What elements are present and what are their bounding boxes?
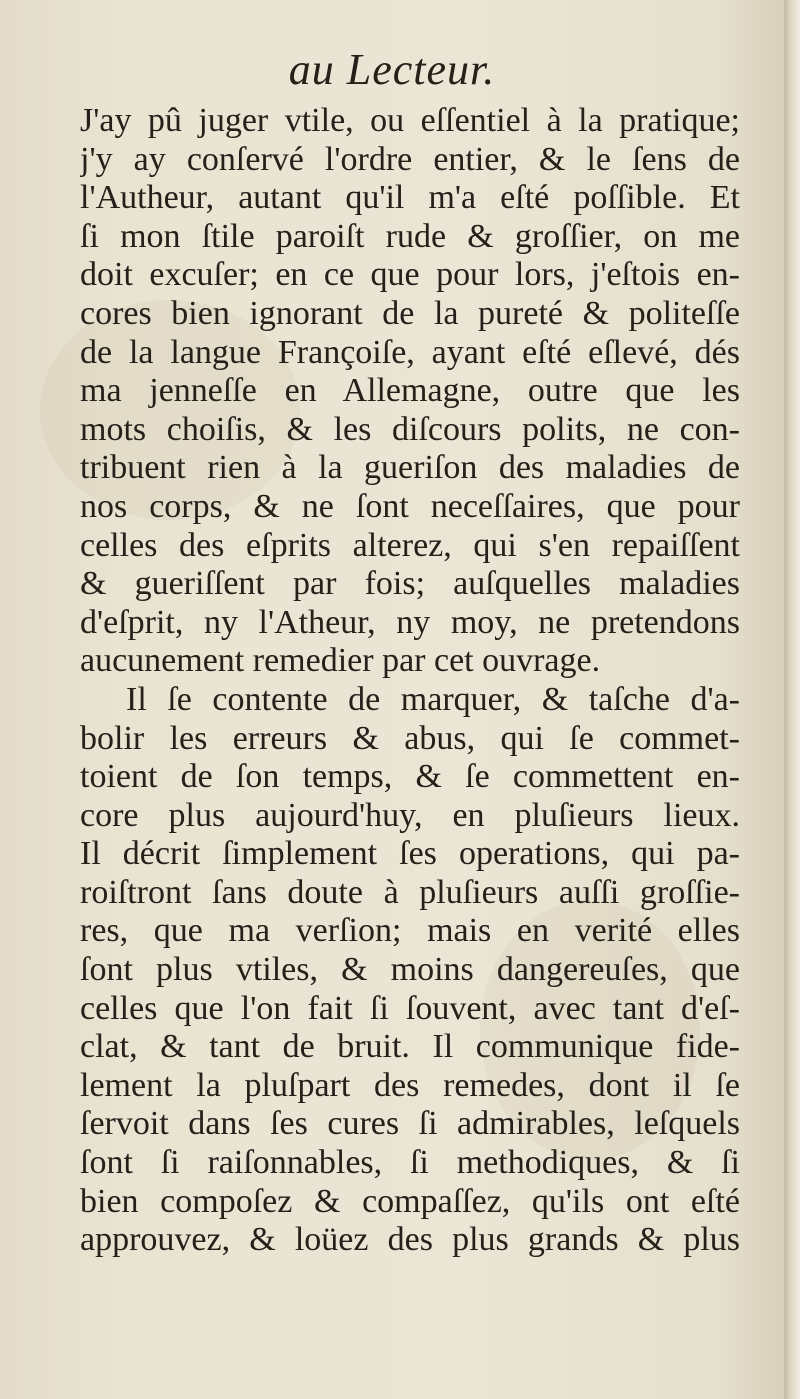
text-line: d'eſprit, ny l'Atheur, ny moy, ne pretendons [80,603,740,641]
text-line: de la langue Françoiſe, ayant eſté eſlevé, dés [80,333,740,371]
text-line: roiſtront ſans doute à pluſieurs auſſi groſſie- [80,873,740,911]
text-line: J'ay pû juger vtile, ou eſſentiel à la pratique; [80,102,740,139]
text-line: bolir les erreurs & abus, qui ſe commet- [80,719,740,757]
text-line: & gueriſſent par fois; auſquelles maladies [80,565,740,603]
text-line: approuvez, & loüez des plus grands & plus [80,1221,740,1259]
text-line: nos corps, & ne ſont neceſſaires, que pour [80,487,740,525]
text-line: lement la pluſpart des remedes, dont il ſe [80,1066,740,1104]
text-line: toient de ſon temps, & ſe commettent en- [80,758,740,796]
text-line: celles des eſprits alterez, qui s'en repaiſſent [80,526,740,564]
text-line: core plus aujourd'huy, en pluſieurs lieux. [80,796,740,834]
text-line: tribuent rien à la gueriſon des maladies de [80,449,740,487]
page-edge [784,0,800,1399]
text-line: l'Autheur, autant qu'il m'a eſté poſſible. Et [80,179,740,217]
paragraph-2 [80,681,740,1260]
running-head: au Lecteur. [288,45,496,94]
body-text [80,102,740,1260]
text-line: ſont plus vtiles, & moins dangereuſes, que [80,951,740,989]
text-line: ſont ſi raiſonnables, ſi methodiques, & ſi [80,1144,740,1182]
text-line: res, que ma verſion; mais en verité elles [80,912,740,950]
text-line: mots choiſis, & les diſcours polits, ne con- [80,410,740,448]
text-line: ma jenneſſe en Allemagne, outre que les [80,372,740,410]
paragraph-1 [80,102,740,681]
text-line: ſervoit dans ſes cures ſi admirables, leſquels [80,1105,740,1143]
text-line: bien compoſez & compaſſez, qu'ils ont eſté [80,1182,740,1220]
text-line: Il ſe contente de marquer, & taſche d'a- [126,680,740,718]
text-line: cores bien ignorant de la pureté & politeſſe [80,294,740,332]
text-line: Il décrit ſimplement ſes operations, qui pa- [80,835,740,873]
text-line: clat, & tant de bruit. Il communique fide- [80,1028,740,1066]
text-line: celles que l'on fait ſi ſouvent, avec tant d'eſ- [80,989,740,1027]
text-line: aucunement remedier par cet ouvrage. [80,642,601,680]
text-line: ſi mon ſtile paroiſt rude & groſſier, on me [80,217,740,255]
text-line: j'y ay conſervé l'ordre entier, & le ſens de [80,140,740,178]
text-line: doit excuſer; en ce que pour lors, j'eſtois en- [80,256,740,294]
